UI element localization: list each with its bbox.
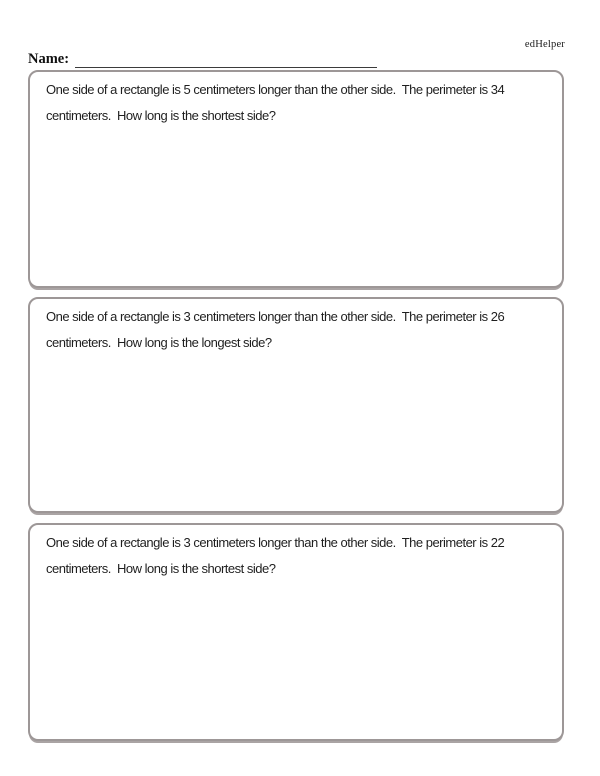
problem-box-1: [28, 70, 564, 288]
edhelper-logo: edHelper: [524, 39, 565, 50]
problem-box-3: [28, 523, 564, 741]
name-row: [28, 50, 572, 66]
problem-1-text-line-2: centimeters. How long is the shortest side?: [46, 108, 276, 123]
problem-3-text-line-2: centimeters. How long is the shortest side?: [46, 561, 276, 576]
name-label: Name:: [28, 51, 70, 67]
problem-2-text-line-1: One side of a rectangle is 3 centimeters longer than the other side. The perimeter is 26: [46, 309, 505, 324]
problem-1-text-line-1: One side of a rectangle is 5 centimeters longer than the other side. The perimeter is 34: [46, 82, 505, 97]
name-blank-line: [75, 54, 377, 68]
problem-2-text-line-2: centimeters. How long is the longest side?: [46, 335, 272, 350]
problem-box-2: [28, 297, 564, 513]
problem-3-text-line-1: One side of a rectangle is 3 centimeters longer than the other side. The perimeter is 22: [46, 535, 505, 550]
